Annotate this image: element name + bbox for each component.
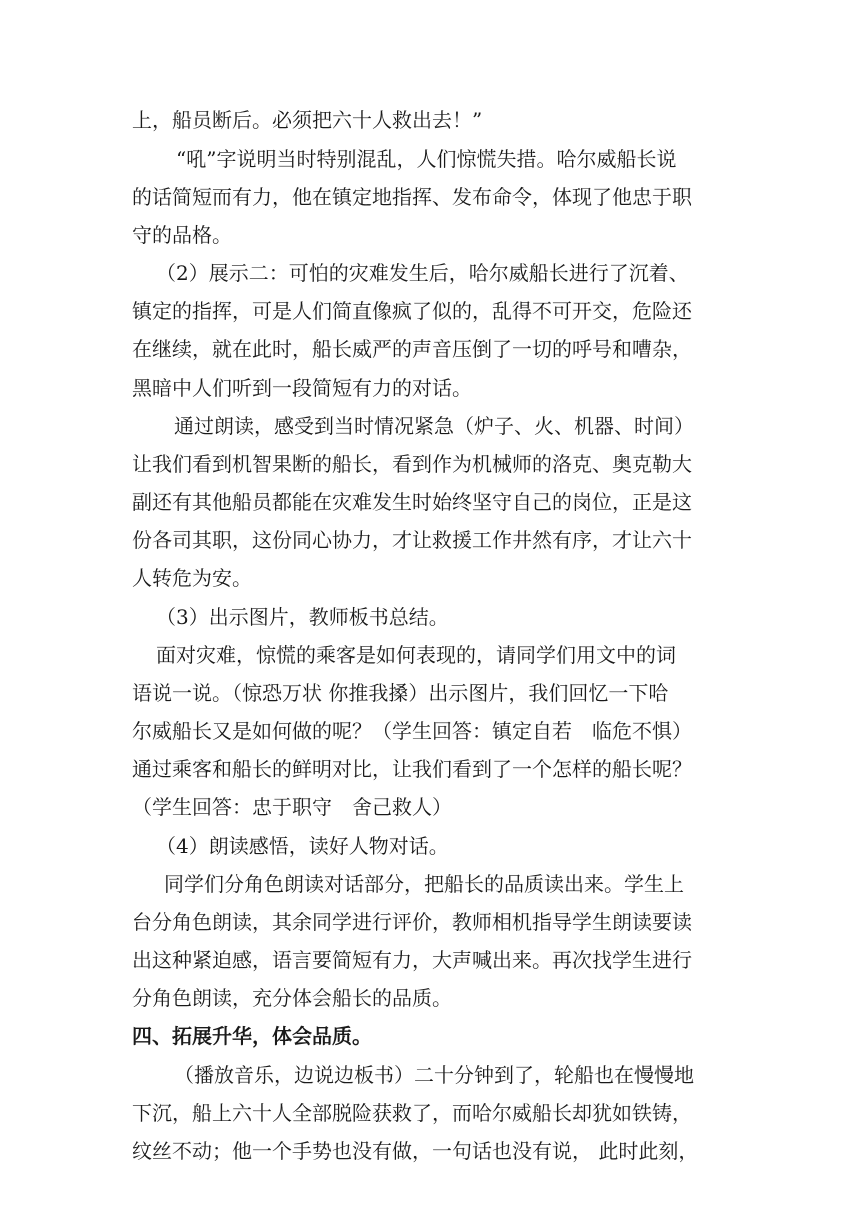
text-line-continuation: 上，船员断后。必须把六十人救出去！” [132,108,483,132]
text-line: 让我们看到机智果断的船长，看到作为机械师的洛克、奥克勒大 [132,452,692,476]
text-line: （学生回答：忠于职守 舍己救人） [132,795,452,819]
text-line: 尔威船长又是如何做的呢？（学生回答：镇定自若 临危不惧） [132,719,692,743]
text-line: 通过乘客和船长的鲜明对比，让我们看到了一个怎样的船长呢？ [132,757,692,781]
text-line: 台分角色朗读，其余同学进行评价，教师相机指导学生朗读要读 [132,910,692,934]
text-line: 人转危为安。 [132,566,252,590]
text-line: 分角色朗读，充分体会船长的品质。 [132,986,452,1010]
section-heading: 四、拓展升华，体会品质。 [132,1024,372,1048]
text-line-item-4: （4）朗读感悟，读好人物对话。 [156,834,449,858]
text-line: 的话简短而有力，他在镇定地指挥、发布命令，体现了他忠于职 [132,185,692,209]
text-line-paragraph-start: （播放音乐，边说边板书）二十分钟到了，轮船也在慢慢地 [174,1063,694,1087]
text-line-item-3: （3）出示图片，教师板书总结。 [156,605,449,629]
text-line: 在继续，就在此时，船长威严的声音压倒了一切的呼号和嘈杂， [132,337,692,361]
text-line: 下沉，船上六十人全部脱险获救了，而哈尔威船长却犹如铁铸， [132,1101,692,1125]
text-line: 黑暗中人们听到一段简短有力的对话。 [132,376,472,400]
text-line-paragraph-start: 通过朗读，感受到当时情况紧急（炉子、火、机器、时间） [174,414,694,438]
text-line: 副还有其他船员都能在灾难发生时始终坚守自己的岗位，正是这 [132,490,692,514]
text-line: 纹丝不动；他一个手势也没有做，一句话也没有说， 此时此刻， [132,1139,699,1163]
text-line-item-2: （2）展示二：可怕的灾难发生后，哈尔威船长进行了沉着、 [156,261,689,285]
text-line: 镇定的指挥，可是人们简直像疯了似的，乱得不可开交，危险还 [132,299,692,323]
text-line-paragraph-start: 面对灾难，惊慌的乘客是如何表现的，请同学们用文中的词 [156,643,676,667]
text-line-paragraph-start: 同学们分角色朗读对话部分，把船长的品质读出来。学生上 [164,872,684,896]
text-line: 守的品格。 [132,223,232,247]
text-line: 份各司其职，这份同心协力，才让救援工作井然有序，才让六十 [132,528,692,552]
text-line: 语说一说。（惊恐万状 你推我搡）出示图片，我们回忆一下哈 [132,681,669,705]
text-line-paragraph-start: “吼”字说明当时特别混乱，人们惊慌失措。哈尔威船长说 [176,147,677,171]
text-line: 出这种紧迫感，语言要简短有力，大声喊出来。再次找学生进行 [132,948,692,972]
